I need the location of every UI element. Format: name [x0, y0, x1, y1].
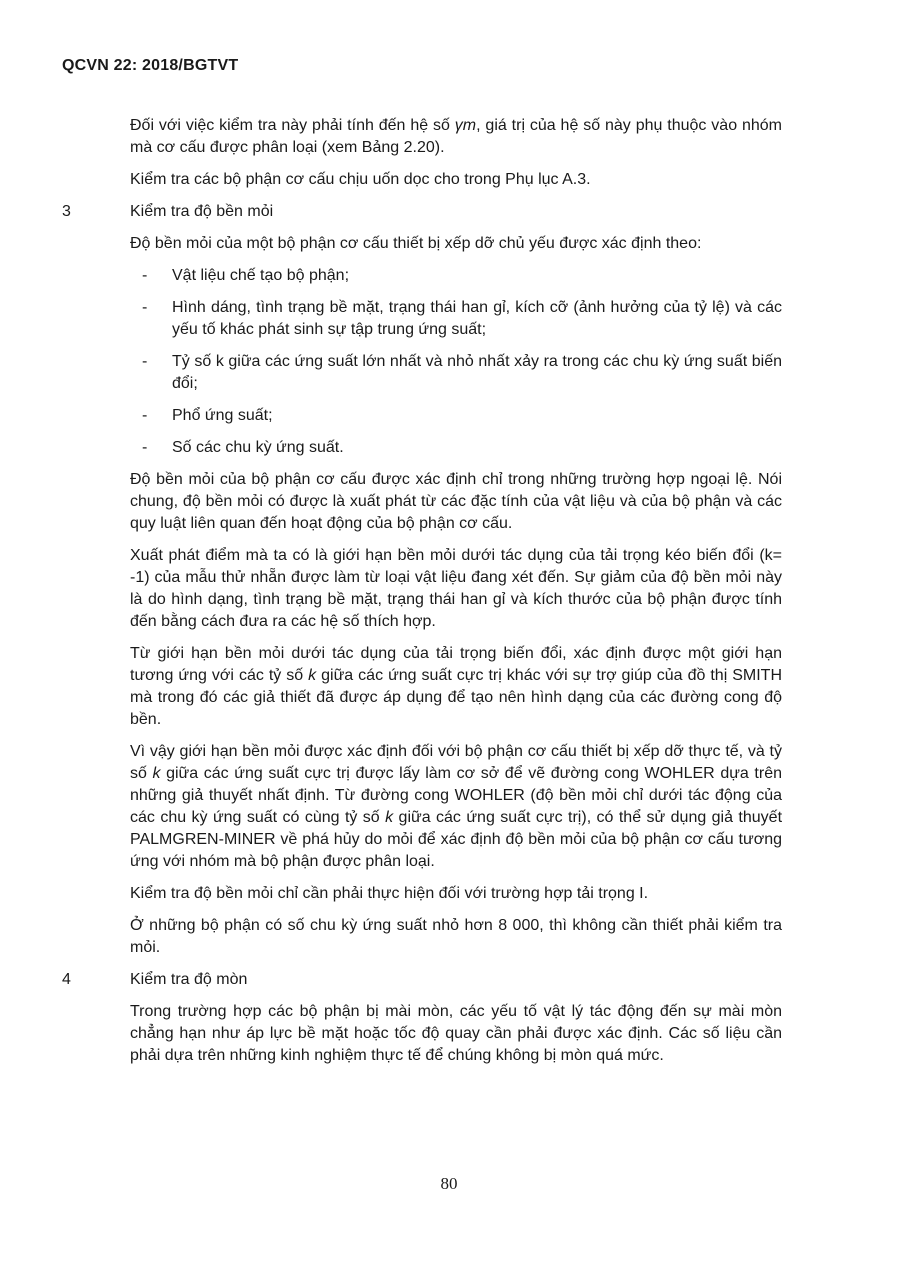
section-title: Kiểm tra độ mòn [130, 971, 248, 988]
section-number: 4 [62, 971, 71, 988]
section-4-paragraph: Trong trường hợp các bộ phận bị mài mòn, các yếu tố vật lý tác động đến sự mài mòn chẳng hạn như áp lực bề mặt hoặc tốc độ quay cần phải được xác định. Các số liệu cần phải dựa trên những kinh nghiệm thực tế để chúng không bị mòn quá mức. [130, 1003, 782, 1064]
page-number: 80 [440, 1174, 458, 1193]
section-number: 3 [62, 203, 71, 220]
section-3-heading [62, 201, 782, 223]
intro-paragraph-2: Kiểm tra các bộ phận cơ cấu chịu uốn dọc cho trong Phụ lục A.3. [130, 171, 591, 188]
list-item: - Tỷ số k giữa các ứng suất lớn nhất và nhỏ nhất xảy ra trong các chu kỳ ứng suất biến đổi; [142, 351, 782, 395]
section-3-paragraph-d: Vì vậy giới hạn bền mỏi được xác định đối với bộ phận cơ cấu thiết bị xếp dỡ thực tế, và tỷ số k giữa các ứng suất cực trị được lấy làm cơ sở để vẽ đường cong WOHLER dựa trên những giả thuyết nhất định. Từ đường cong WOHLER (độ bền mỏi chỉ dưới tác động của các chu kỳ ứng suất có cùng tỷ số k giữa các ứng suất cực trị), có thể sử dụng giả thuyết PALMGREN-MINER về phá hủy do mỏi để xác định độ bền mỏi của bộ phận cơ cấu tương ứng với nhóm mà bộ phận được phân loại. [130, 743, 783, 870]
section-3-lead: Độ bền mỏi của một bộ phận cơ cấu thiết bị xếp dỡ chủ yếu được xác định theo: [130, 235, 702, 252]
section-3-paragraph-f: Ở những bộ phận có số chu kỳ ứng suất nhỏ hơn 8 000, thì không cần thiết phải kiểm tra mỏi. [130, 917, 782, 956]
list-item: - Hình dáng, tình trạng bề mặt, trạng thái han gỉ, kích cỡ (ảnh hưởng của tỷ lệ) và các yếu tố khác phát sinh sự tập trung ứng suất; [142, 297, 782, 341]
intro-paragraph-1: Đối với việc kiểm tra này phải tính đến hệ số γm, giá trị của hệ số này phụ thuộc vào nhóm mà cơ cấu được phân loại (xem Bảng 2.20). [130, 117, 782, 156]
section-3-paragraph-a: Độ bền mỏi của bộ phận cơ cấu được xác định chỉ trong những trường hợp ngoại lệ. Nói chung, độ bền mỏi có được là xuất phát từ các đặc tính của vật liệu và của bộ phận và các quy luật liên quan đến hoạt động của bộ phận cơ cấu. [130, 471, 782, 532]
document-header: QCVN 22: 2018/BGTVT [62, 57, 239, 74]
section-3-paragraph-e: Kiểm tra độ bền mỏi chỉ cần phải thực hiện đối với trường hợp tải trọng I. [130, 885, 649, 902]
list-item: - Phổ ứng suất; [142, 405, 782, 427]
section-3-paragraph-b: Xuất phát điểm mà ta có là giới hạn bền mỏi dưới tác dụng của tải trọng kéo biến đổi (k= -1) của mẫu thử nhẵn được làm từ loại vật liệu đang xét đến. Sự giảm của độ bền mỏi này là do hình dạng, tình trạng bề mặt, trạng thái han gỉ và kích thước của bộ phận được tính đến bằng cách đưa ra các hệ số thích hợp. [130, 547, 782, 630]
list-item: - Số các chu kỳ ứng suất. [142, 437, 782, 459]
gamma-symbol: γm [454, 117, 477, 134]
list-item: - Vật liệu chế tạo bộ phận; [142, 265, 782, 287]
fatigue-factor-list [62, 265, 782, 459]
section-title: Kiểm tra độ bền mỏi [130, 203, 274, 220]
section-3-paragraph-c: Từ giới hạn bền mỏi dưới tác dụng của tải trọng biến đổi, xác định được một giới hạn tương ứng với các tỷ số k giữa các ứng suất cực trị khác với sự trợ giúp của đồ thị SMITH mà trong đó các giả thiết đã được áp dụng để tạo nên hình dạng của các đường cong độ bền. [130, 645, 783, 728]
document-body [62, 115, 782, 1077]
section-4-heading [62, 969, 782, 991]
